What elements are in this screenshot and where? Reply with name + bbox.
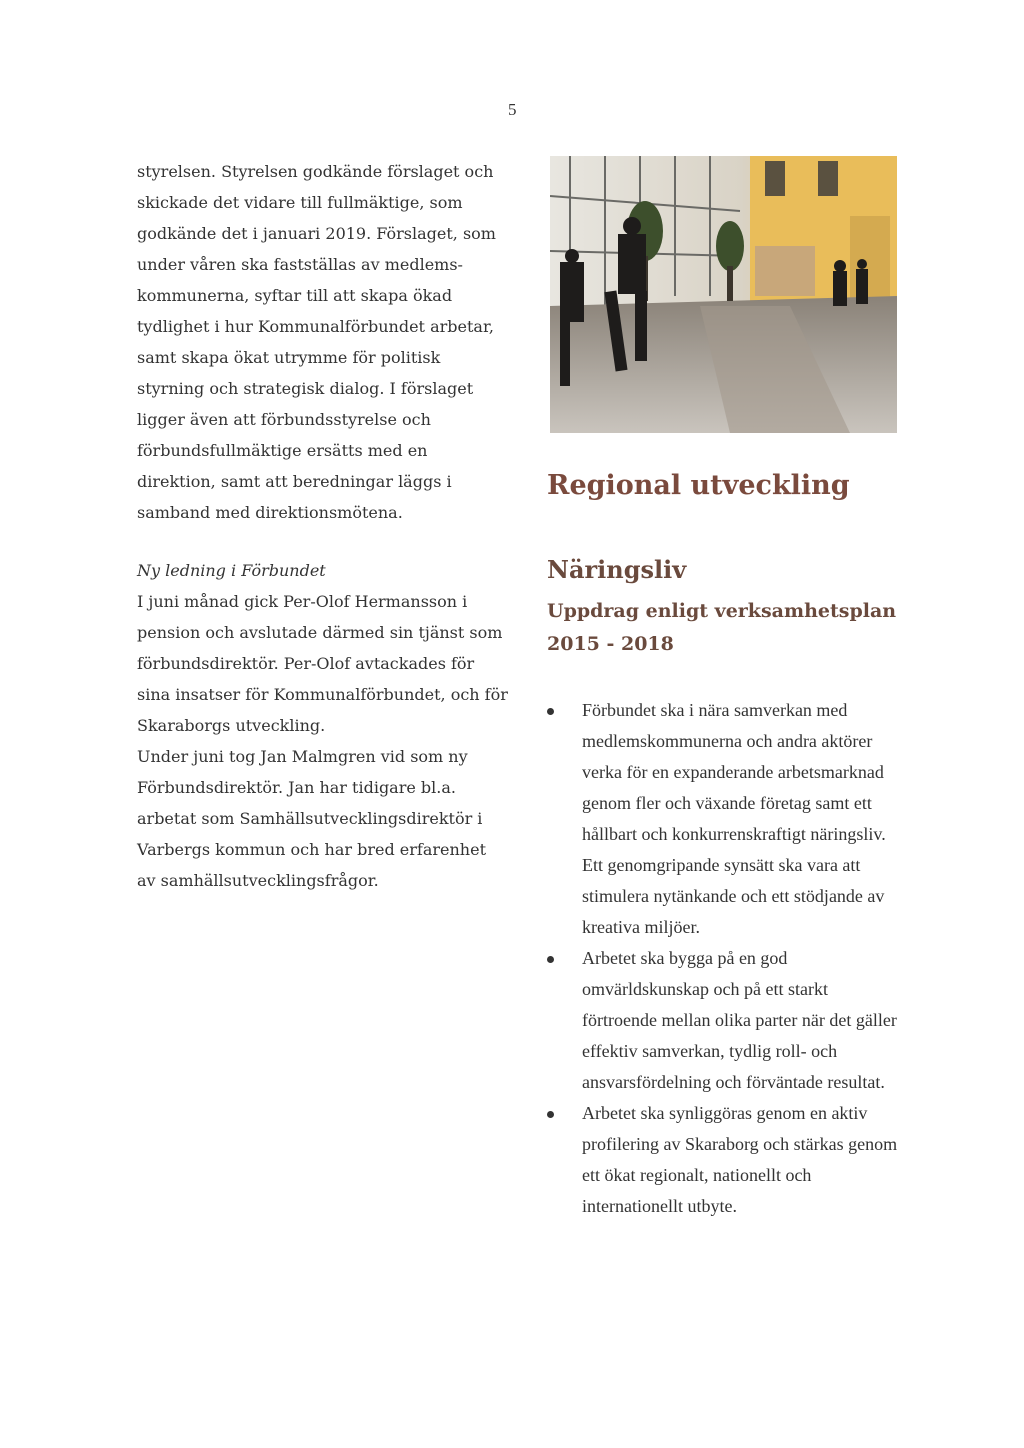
bullet-text: Arbetet ska synliggöras genom en aktiv profilering av Skaraborg och stärkas genom ett ökat regionalt, nationellt och internationellt utbyte. xyxy=(582,1103,898,1216)
pension-paragraph: I juni månad gick Per-Olof Hermansson i pension och avslutade därmed sin tjänst som förbundsdirektör. Per-Olof avtackades för sina insatser för Kommunalförbundet, och för Skaraborgs utveckling. xyxy=(137,592,508,735)
regional-utveckling-heading: Regional utveckling xyxy=(547,470,850,501)
bullet-icon xyxy=(547,1111,554,1118)
plan-bullet-list xyxy=(547,695,907,1222)
bullet-icon xyxy=(547,708,554,715)
list-item xyxy=(547,1098,907,1222)
intro-paragraph: styrelsen. Styrelsen godkände förslaget och skickade det vidare till fullmäktige, som godkände det i januari 2019. Förslaget, som under våren ska fastställas av medlems-kommunerna, syftar till att skapa ökad tydlighet i hur Kommunalförbundet arbetar, samt skapa ökat utrymme för politisk styrning och strategisk dialog. I förslaget ligger även att förbundsstyrelse och förbundsfullmäktige ersätts med en direktion, samt att beredningar läggs i samband med direktionsmötena. xyxy=(137,162,496,522)
plan-heading: Uppdrag enligt verksamhetsplan 2015 - 2018 xyxy=(547,600,897,655)
bullet-text: Förbundet ska i nära samverkan med medlemskommunerna och andra aktörer verka för en expanderande arbetsmarknad genom fler och växande företag samt ett hållbart och konkurrenskraftigt näringsliv. Ett genomgripande synsätt ska vara att stimulera nytänkande och ett stödjande av kreativa miljöer. xyxy=(582,700,886,937)
left-column-lower xyxy=(137,586,509,896)
left-column xyxy=(137,156,509,528)
lobby-photo xyxy=(550,156,897,433)
list-item xyxy=(547,943,907,1098)
section-subheading-ny-ledning: Ny ledning i Förbundet xyxy=(137,561,326,580)
bullet-text: Arbetet ska bygga på en god omvärldskunskap och på ett starkt förtroende mellan olika parter när det gäller effektiv samverkan, tydlig roll- och ansvarsfördelning och förväntade resultat. xyxy=(582,948,897,1092)
new-director-paragraph: Under juni tog Jan Malmgren vid som ny Förbundsdirektör. Jan har tidigare bl.a. arbetat som Samhällsutvecklingsdirektör i Varbergs kommun och har bred erfarenhet av samhällsutvecklingsfrågor. xyxy=(137,747,486,890)
page-number: 5 xyxy=(508,100,517,119)
bullet-icon xyxy=(547,956,554,963)
naringsliv-heading: Näringsliv xyxy=(547,555,687,584)
list-item xyxy=(547,695,907,943)
